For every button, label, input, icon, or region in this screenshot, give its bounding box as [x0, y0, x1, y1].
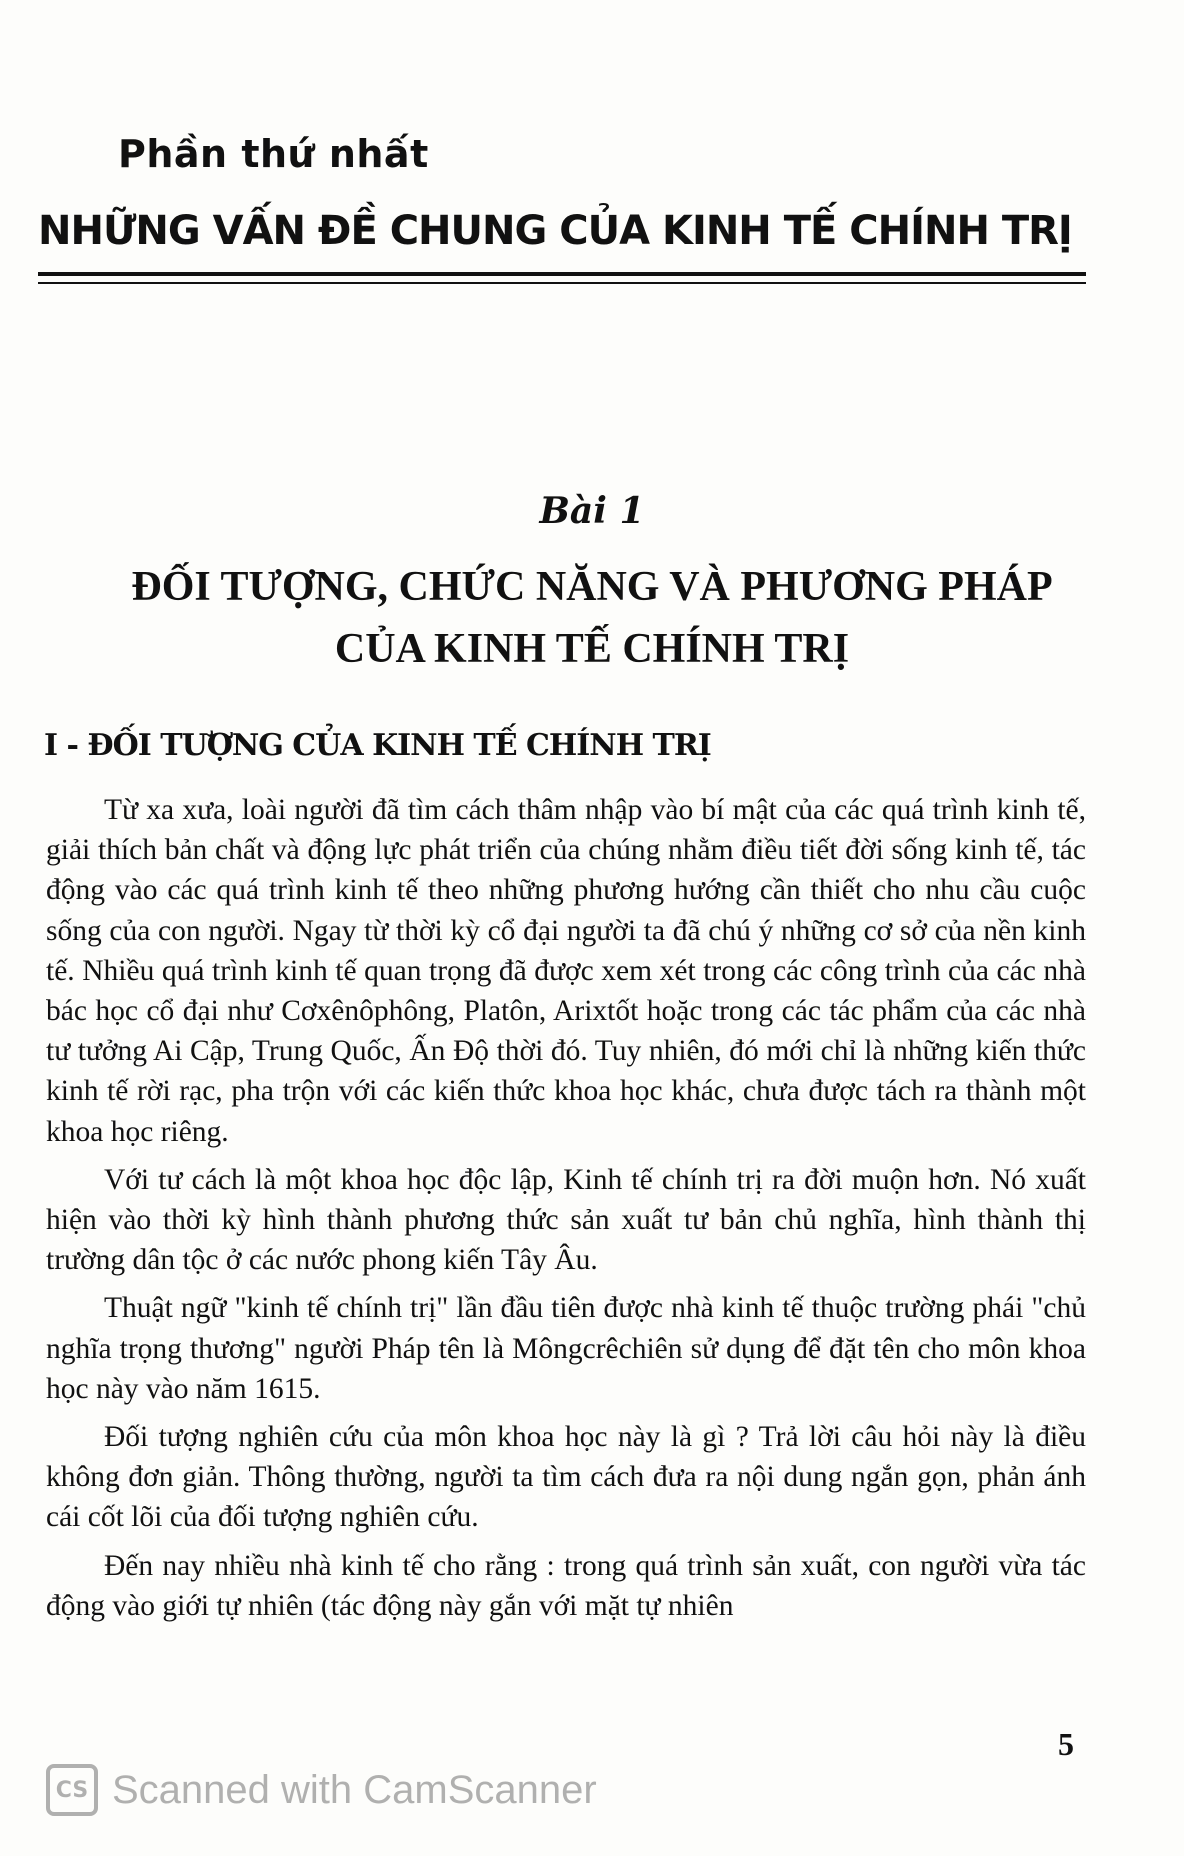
- page-number: 5: [1058, 1726, 1074, 1762]
- paragraph: Với tư cách là một khoa học độc lập, Kinh tế chính trị ra đời muộn hơn. Nó xuất hiện vào thời kỳ hình thành phương thức sản xuất tư bản chủ nghĩa, hình thành thị trường dân tộc ở các nước phong kiến Tây Âu.: [46, 1163, 1086, 1277]
- part-title: NHỮNG VẤN ĐỀ CHUNG CỦA KINH TẾ CHÍNH TRỊ: [38, 208, 1072, 254]
- camscanner-logo-icon: CS: [46, 1764, 98, 1816]
- body-text: [46, 790, 1086, 1634]
- title-rule-thick: [38, 272, 1086, 276]
- part-label: Phần thứ nhất: [118, 132, 429, 176]
- title-rule-thin: [38, 282, 1086, 284]
- lesson-title-line-2: CỦA KINH TẾ CHÍNH TRỊ: [334, 626, 850, 672]
- camscanner-watermark: [46, 1762, 597, 1818]
- section-heading: I - ĐỐI TƯỢNG CỦA KINH TẾ CHÍNH TRỊ: [44, 728, 711, 763]
- lesson-title-line-1: ĐỐI TƯỢNG, CHỨC NĂNG VÀ PHƯƠNG PHÁP: [131, 564, 1053, 610]
- watermark-text: Scanned with CamScanner: [112, 1767, 597, 1812]
- paragraph: Thuật ngữ "kinh tế chính trị" lần đầu tiên được nhà kinh tế thuộc trường phái "chủ nghĩa trọng thương" người Pháp tên là Môngcrêchiên sử dụng để đặt tên cho môn khoa học này vào năm 1615.: [46, 1292, 1086, 1405]
- paragraph: Từ xa xưa, loài người đã tìm cách thâm nhập vào bí mật của các quá trình kinh tế, giải thích bản chất và động lực phát triển của chúng nhằm điều tiết đời sống kinh tế, tác động vào các quá trình kinh tế theo những phương hướng cần thiết cho nhu cầu cuộc sống của con người. Ngay từ thời kỳ cổ đại người ta đã chú ý những cơ sở của nền kinh tế. Nhiều quá trình kinh tế quan trọng đã được xem xét trong các công trình của các nhà bác học cổ đại như Cơxênôphông, Platôn, Arixtốt hoặc trong các tác phẩm của các nhà tư tưởng Ai Cập, Trung Quốc, Ấn Độ thời đó. Tuy nhiên, đó mới chỉ là những kiến thức kinh tế rời rạc, pha trộn với các kiến thức khoa học khác, chưa được tách ra thành một khoa học riêng.: [46, 794, 1086, 1148]
- lesson-title: [60, 556, 1124, 680]
- paragraph: Đến nay nhiều nhà kinh tế cho rằng : trong quá trình sản xuất, con người vừa tác động vào giới tự nhiên (tác động này gắn với mặt tự nhiên: [46, 1549, 1086, 1622]
- paragraph: Đối tượng nghiên cứu của môn khoa học này là gì ? Trả lời câu hỏi này là điều không đơn giản. Thông thường, người ta tìm cách đưa ra nội dung ngắn gọn, phản ánh cái cốt lõi của đối tượng nghiên cứu.: [46, 1421, 1086, 1534]
- lesson-number: Bài 1: [539, 490, 645, 532]
